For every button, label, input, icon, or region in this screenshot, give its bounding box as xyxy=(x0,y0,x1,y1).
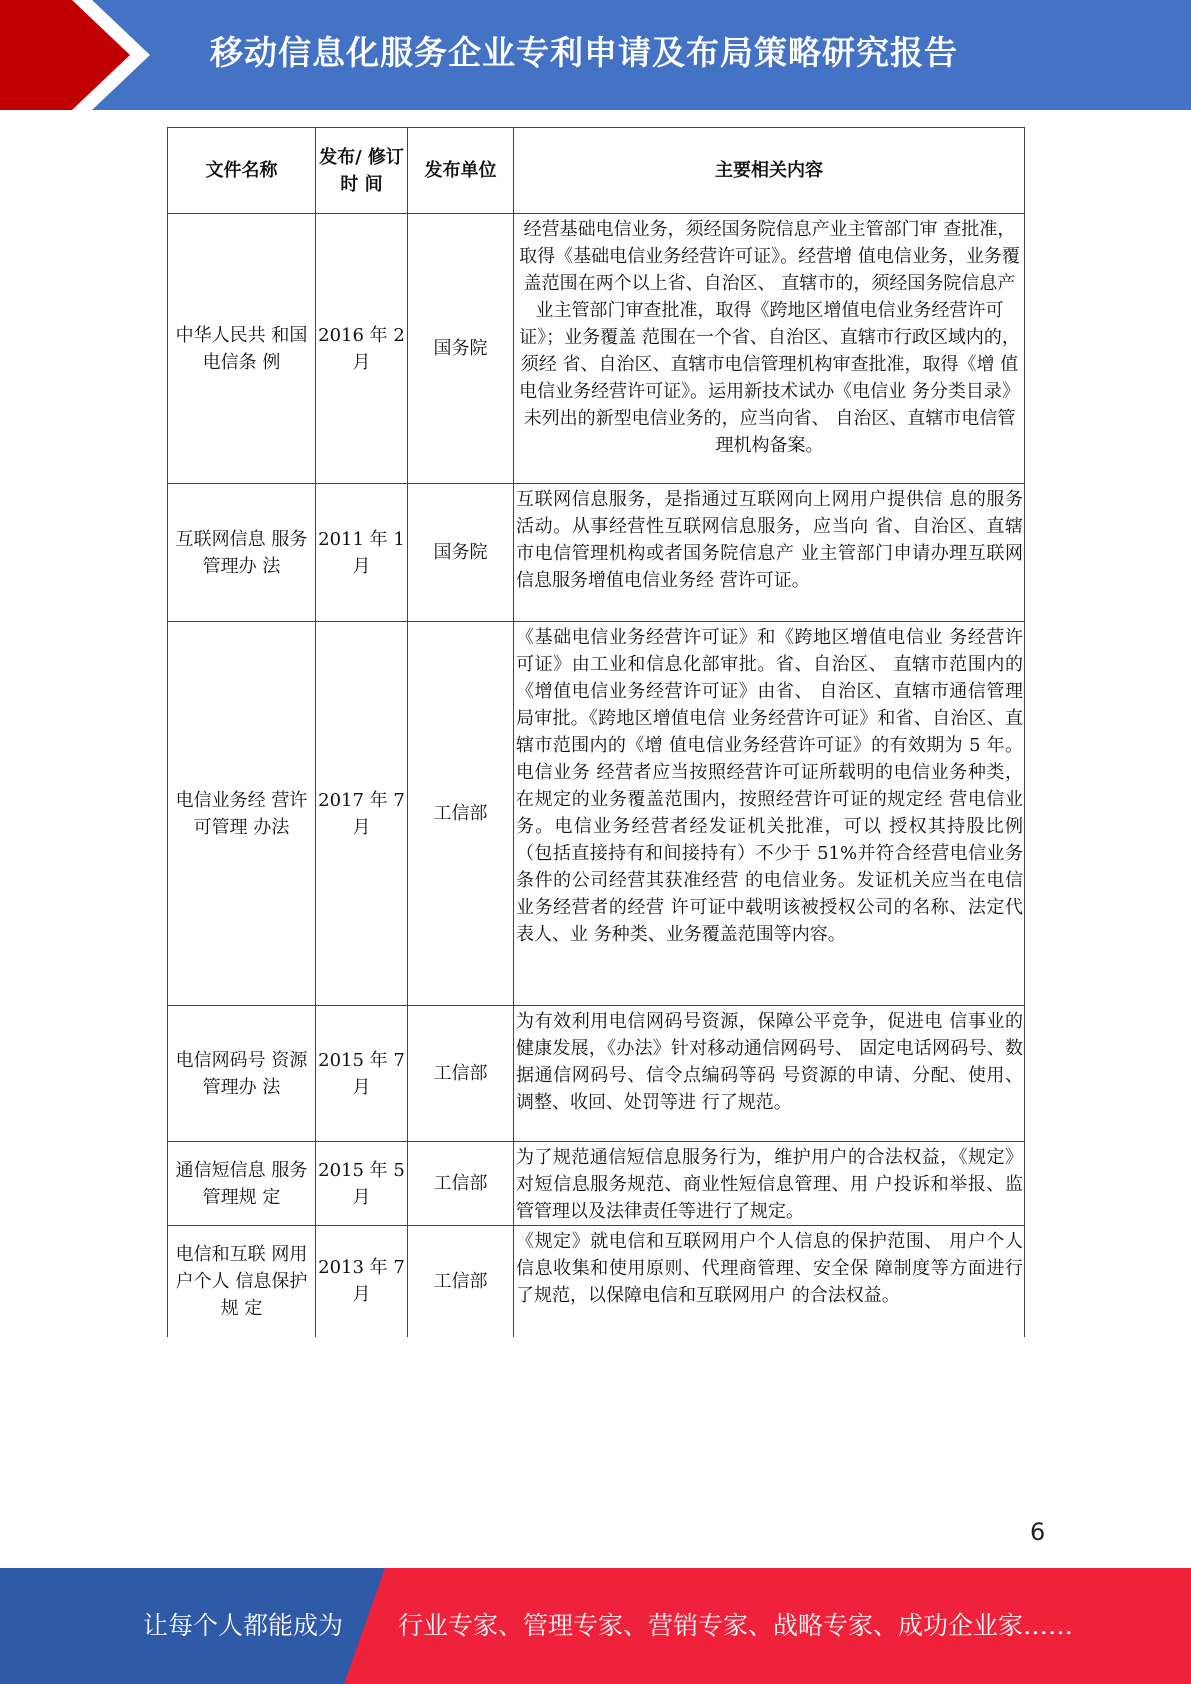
content-cell: 经营基础电信业务，须经国务院信息产业主管部门审 查批准，取得《基础电信业务经营许可证》。经营增 值电信业务，业务覆盖范围在两个以上省、自治区、 直辖市的，须经国务院信息产业主管部门审查批准，取得《跨地区增值电信业务经营许可证》；业务覆盖 范围在一个省、自治区、直辖市行政区域内的，须经 省、自治区、直辖市电信管理机构审查批准，取得《增 值电信业务经营许可证》。运用新技术试办《电信业 务分类目录》未列出的新型电信业务的，应当向省、 自治区、直辖市电信管理机构备案。 xyxy=(514,214,1025,484)
footer-slogan-right: 行业专家、管理专家、营销专家、战略专家、成功企业家…… xyxy=(398,1611,1074,1640)
doc-name-cell: 电信网码号 资源管理办 法 xyxy=(168,1006,316,1142)
page-footer xyxy=(0,1568,1191,1684)
doc-name-cell: 中华人民共 和国电信条 例 xyxy=(168,214,316,484)
content-cell: 为有效利用电信网码号资源，保障公平竞争，促进电 信事业的健康发展，《办法》针对移动通信网码号、 固定电话网码号、数据通信网码号、信令点编码等码 号资源的申请、分配、使用、调整、收回、处罚等进 行了规范。 xyxy=(514,1006,1025,1142)
issuer-cell: 工信部 xyxy=(408,1006,514,1142)
table-row xyxy=(168,1142,1025,1226)
issuer-cell: 工信部 xyxy=(408,622,514,1006)
doc-name-cell: 电信业务经 营许可管理 办法 xyxy=(168,622,316,1006)
header-arrow-decoration xyxy=(0,0,150,110)
date-cell: 2011 年 1 月 xyxy=(316,484,408,622)
col-header-issuer: 发布单位 xyxy=(408,128,514,214)
content-cell: 《规定》就电信和互联网用户个人信息的保护范围、 用户个人信息收集和使用原则、代理商管理、安全保 障制度等方面进行了规范，以保障电信和互联网用户 的合法权益。 xyxy=(514,1226,1025,1337)
table-row xyxy=(168,622,1025,1006)
page-number: 6 xyxy=(1030,1518,1046,1546)
issuer-cell: 国务院 xyxy=(408,214,514,484)
date-cell: 2017 年 7 月 xyxy=(316,622,408,1006)
issuer-cell: 工信部 xyxy=(408,1226,514,1337)
content-cell: 互联网信息服务，是指通过互联网向上网用户提供信 息的服务活动。从事经营性互联网信息服务，应当向 省、自治区、直辖市电信管理机构或者国务院信息产 业主管部门申请办理互联网信息服务增值电信业务经 营许可证。 xyxy=(514,484,1025,622)
table-row xyxy=(168,214,1025,484)
table-row xyxy=(168,1006,1025,1142)
page-header xyxy=(0,0,1191,110)
content-cell: 《基础电信业务经营许可证》和《跨地区增值电信业 务经营许可证》由工业和信息化部审批。省、自治区、 直辖市范围内的《增值电信业务经营许可证》由省、 自治区、直辖市通信管理局审批。《跨地区增值电信 业务经营许可证》和省、自治区、直辖市范围内的《增 值电信业务经营许可证》的有效期为 5 年。电信业务 经营者应当按照经营许可证所载明的电信业务种类， 在规定的业务覆盖范围内，按照经营许可证的规定经 营电信业务。电信业务经营者经发证机关批准，可以 授权其持股比例（包括直接持有和间接持有）不少于 51%并符合经营电信业务条件的公司经营其获准经营 的电信业务。发证机关应当在电信业务经营者的经营 许可证中载明该被授权公司的名称、法定代表人、业 务种类、业务覆盖范围等内容。 xyxy=(514,622,1025,1006)
footer-slogan-left: 让每个人都能成为 xyxy=(143,1611,344,1640)
doc-name-cell: 电信和互联 网用户个人 信息保护规 定 xyxy=(168,1226,316,1337)
col-header-content: 主要相关内容 xyxy=(514,128,1025,214)
report-title: 移动信息化服务企业专利申请及布局策略研究报告 xyxy=(210,33,958,72)
date-cell: 2015 年 7 月 xyxy=(316,1006,408,1142)
doc-name-cell: 通信短信息 服务管理规 定 xyxy=(168,1142,316,1226)
issuer-cell: 工信部 xyxy=(408,1142,514,1226)
date-cell: 2015 年 5 月 xyxy=(316,1142,408,1226)
table-header-row xyxy=(168,128,1025,214)
col-header-name: 文件名称 xyxy=(168,128,316,214)
content-cell: 为了规范通信短信息服务行为，维护用户的合法权益，《规定》对短信息服务规范、商业性短信息管理、用 户投诉和举报、监管管理以及法律责任等进行了规定。 xyxy=(514,1142,1025,1226)
date-cell: 2013 年 7 月 xyxy=(316,1226,408,1337)
col-header-date: 发布/ 修订时 间 xyxy=(316,128,408,214)
date-cell: 2016 年 2 月 xyxy=(316,214,408,484)
issuer-cell: 国务院 xyxy=(408,484,514,622)
table-row xyxy=(168,1226,1025,1337)
regulations-table xyxy=(167,127,1025,1337)
doc-name-cell: 互联网信息 服务管理办 法 xyxy=(168,484,316,622)
table-row xyxy=(168,484,1025,622)
